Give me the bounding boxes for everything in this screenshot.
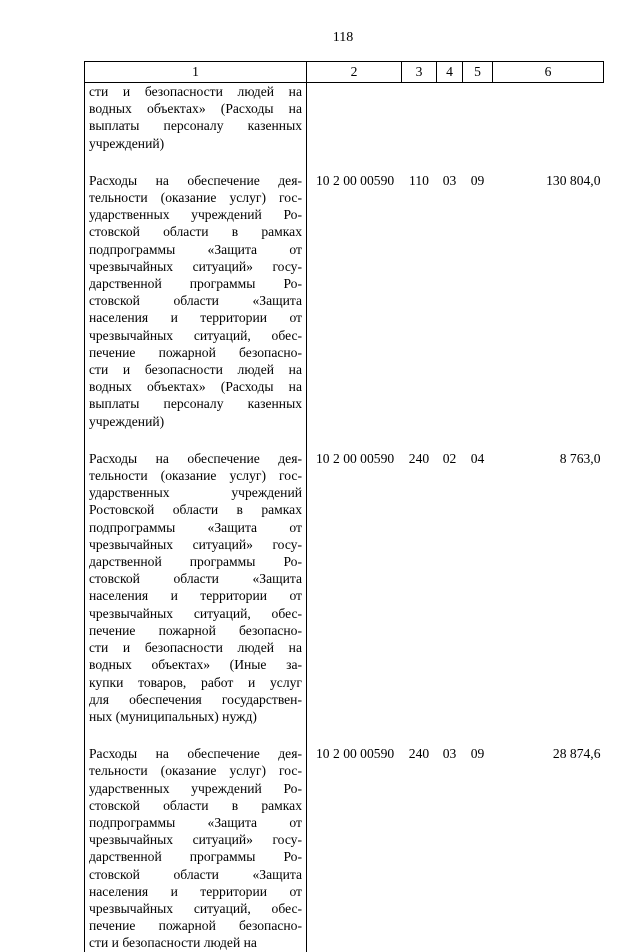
row-spacer (85, 152, 604, 172)
description-line: Расходы на обеспечение дея- (89, 172, 302, 188)
row-description (85, 745, 307, 951)
page-number: 118 (332, 30, 354, 45)
subsection-code: 09 (470, 746, 485, 762)
description-line: Расходы на обеспечение дея- (89, 746, 302, 762)
subsection-code: 04 (470, 450, 485, 466)
column-header: 2 (307, 62, 402, 83)
description-line: населения и территории от (89, 883, 302, 899)
table-row (85, 450, 604, 725)
expense-type-code: 240 (408, 450, 430, 466)
table-row (85, 745, 604, 951)
target-article-code (307, 83, 402, 152)
description-line: купки товаров, работ и услуг (89, 674, 302, 690)
target-article-code: 10 2 00 00590 (316, 172, 395, 188)
description-line: ударственных учреждений Ро- (89, 207, 302, 223)
description-line: населения и территории от (89, 588, 302, 604)
row-spacer (85, 725, 604, 745)
section-code: 02 (442, 450, 457, 466)
table-row (85, 172, 604, 430)
description-line: стовской области «Защита (89, 293, 302, 309)
expense-type-code (402, 83, 437, 152)
amount-value (493, 83, 604, 152)
section-code: 03 (442, 172, 457, 188)
subsection-code (463, 83, 493, 152)
description-line: стовской области «Защита (89, 571, 302, 587)
description-line: ных (муниципальных) нужд) (89, 708, 257, 724)
table-row (85, 83, 604, 152)
column-header: 3 (402, 62, 437, 83)
description-line: сти и безопасности людей на (89, 935, 257, 951)
description-line: чрезвычайных ситуаций, обес- (89, 605, 302, 621)
column-header: 6 (493, 62, 604, 83)
expense-type-code: 110 (409, 172, 429, 188)
column-header: 1 (85, 62, 307, 83)
description-line: Расходы на обеспечение дея- (89, 450, 302, 466)
expense-type-code: 240 (408, 746, 430, 762)
target-article-code: 10 2 00 00590 (316, 746, 395, 762)
description-line: чрезвычайных ситуаций, обес- (89, 327, 302, 343)
description-line: чрезвычайных ситуаций» госу- (89, 536, 302, 552)
description-line: печение пожарной безопасно- (89, 622, 302, 638)
column-header: 4 (437, 62, 463, 83)
amount-value: 28 874,6 (552, 746, 601, 762)
description-line: сти и безопасности людей на (89, 84, 302, 99)
description-line: подпрограммы «Защита от (89, 519, 302, 535)
description-line: стовской области в рамках (89, 224, 302, 240)
description-line: водных объектах» (Расходы на (89, 379, 302, 395)
description-line: подпрограммы «Защита от (89, 814, 302, 830)
row-description (85, 450, 307, 725)
section-code: 03 (442, 746, 457, 762)
description-line: выплаты персоналу казенных (89, 118, 302, 134)
description-line: ударственных учреждений Ро- (89, 780, 302, 796)
budget-table (84, 61, 604, 952)
column-header: 5 (463, 62, 493, 83)
amount-value: 130 804,0 (546, 172, 601, 188)
description-line: подпрограммы «Защита от (89, 241, 302, 257)
description-line: учреждений) (89, 413, 165, 429)
description-line: стовской области в рамках (89, 797, 302, 813)
description-line: водных объектах» (Иные за- (89, 657, 302, 673)
description-line: чрезвычайных ситуаций, обес- (89, 900, 302, 916)
row-spacer (85, 430, 604, 450)
description-line: чрезвычайных ситуаций» госу- (89, 832, 302, 848)
row-description (85, 83, 307, 152)
subsection-code: 09 (470, 172, 485, 188)
row-description (85, 172, 307, 430)
description-line: дарственной программы Ро- (89, 849, 302, 865)
section-code (437, 83, 463, 152)
description-line: учреждений) (89, 135, 165, 151)
description-line: ударственных учреждений (89, 485, 302, 501)
description-line: населения и территории от (89, 310, 302, 326)
description-line: Ростовской области в рамках (89, 502, 302, 518)
description-line: чрезвычайных ситуаций» госу- (89, 258, 302, 274)
target-article-code: 10 2 00 00590 (316, 450, 395, 466)
description-line: сти и безопасности людей на (89, 640, 302, 656)
table-header-row (85, 62, 604, 83)
description-line: тельности (оказание услуг) гос- (89, 763, 302, 779)
description-line: дарственной программы Ро- (89, 554, 302, 570)
description-line: тельности (оказание услуг) гос- (89, 190, 302, 206)
description-line: для обеспечения государствен- (89, 691, 302, 707)
description-line: тельности (оказание услуг) гос- (89, 468, 302, 484)
description-line: печение пожарной безопасно- (89, 918, 302, 934)
description-line: водных объектах» (Расходы на (89, 101, 302, 117)
table-body (85, 83, 604, 952)
description-line: печение пожарной безопасно- (89, 344, 302, 360)
description-line: стовской области «Защита (89, 866, 302, 882)
amount-value: 8 763,0 (559, 450, 601, 466)
description-line: выплаты персоналу казенных (89, 396, 302, 412)
description-line: дарственной программы Ро- (89, 276, 302, 292)
description-line: сти и безопасности людей на (89, 362, 302, 378)
